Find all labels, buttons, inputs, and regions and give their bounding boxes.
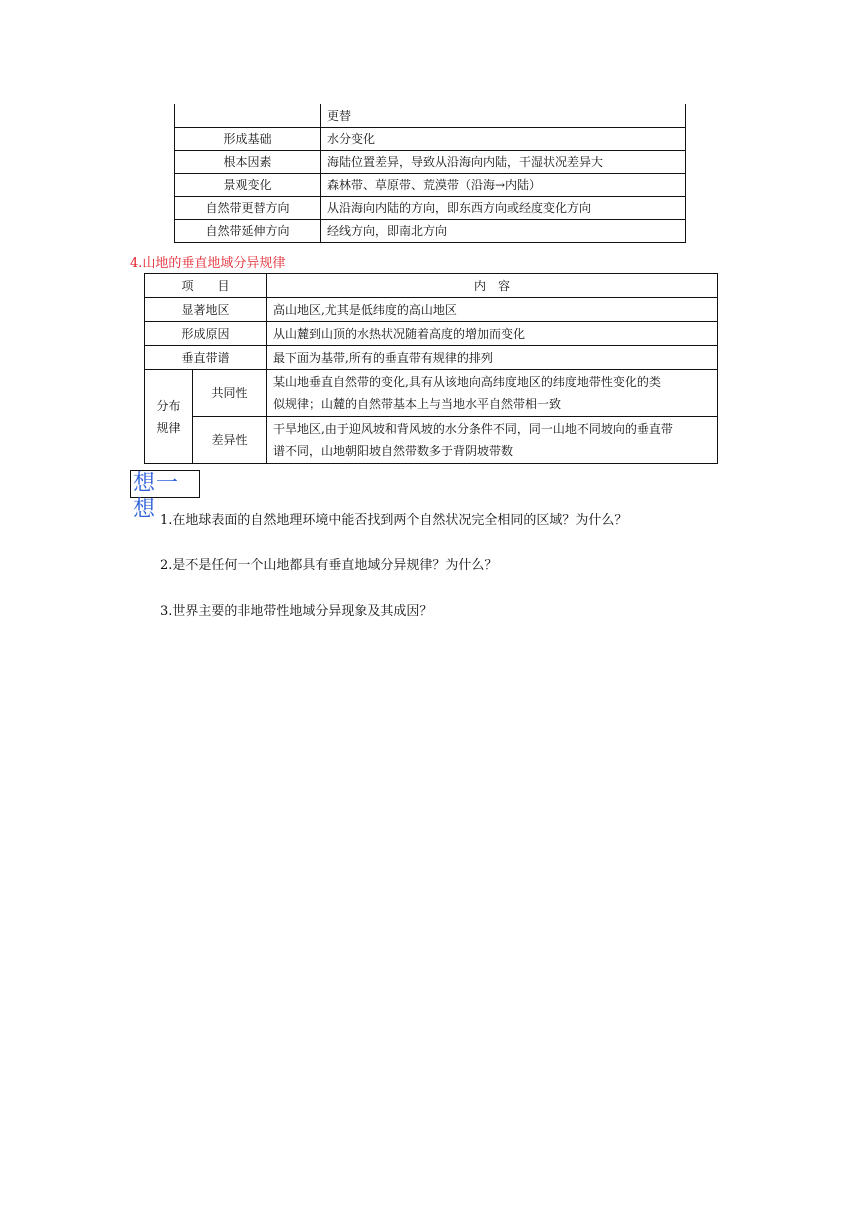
table-row xyxy=(175,104,686,128)
table-row xyxy=(175,220,686,243)
vertical-zonation-table xyxy=(144,273,718,464)
table-row xyxy=(175,197,686,220)
row-label: 自然带延伸方向 xyxy=(175,220,321,243)
header-item: 项 目 xyxy=(145,274,267,298)
row-label: 自然带更替方向 xyxy=(175,197,321,220)
row-content: 更替 xyxy=(321,104,686,128)
distribution-label-line2: 规律 xyxy=(156,420,181,435)
common-content xyxy=(267,370,718,417)
distribution-label-line1: 分布 xyxy=(156,398,181,413)
row-content: 海陆位置差异，导致从沿海向内陆，干湿状况差异大 xyxy=(321,151,686,174)
row-label: 景观变化 xyxy=(175,174,321,197)
think-title: 想一想 xyxy=(133,471,180,522)
zonal-comparison-table xyxy=(174,104,686,243)
distribution-label xyxy=(145,370,193,464)
section-heading: 4.山地的垂直地域分异规律 xyxy=(130,256,286,271)
row-content: 森林带、草原带、荒漠带（沿海→内陆） xyxy=(321,174,686,197)
question-3: 3.世界主要的非地带性地域分异现象及其成因？ xyxy=(160,604,433,619)
row-content: 高山地区,尤其是低纬度的高山地区 xyxy=(267,298,718,322)
table-row xyxy=(145,417,718,464)
question-1: 1.在地球表面的自然地理环境中能否找到两个自然状况完全相同的区域？为什么？ xyxy=(160,513,628,528)
table-row xyxy=(175,128,686,151)
table-header-row xyxy=(145,274,718,298)
common-line2: 似规律；山麓的自然带基本上与当地水平自然带相一致 xyxy=(273,397,562,411)
row-label: 显著地区 xyxy=(145,298,267,322)
question-2: 2.是不是任何一个山地都具有垂直地域分异规律？为什么？ xyxy=(160,558,498,573)
header-content: 内 容 xyxy=(267,274,718,298)
row-content: 从沿海向内陆的方向，即东西方向或经度变化方向 xyxy=(321,197,686,220)
difference-line1: 干旱地区,由于迎风坡和背风坡的水分条件不同，同一山地不同坡向的垂直带 xyxy=(273,422,673,436)
row-label: 形成基础 xyxy=(175,128,321,151)
row-label: 形成原因 xyxy=(145,322,267,346)
difference-label: 差异性 xyxy=(193,417,267,464)
table-row xyxy=(145,298,718,322)
common-label: 共同性 xyxy=(193,370,267,417)
row-content: 经线方向，即南北方向 xyxy=(321,220,686,243)
row-content: 水分变化 xyxy=(321,128,686,151)
row-label xyxy=(175,104,321,128)
table-row xyxy=(175,151,686,174)
common-line1: 某山地垂直自然带的变化,具有从该地向高纬度地区的纬度地带性变化的类 xyxy=(273,375,661,389)
think-box xyxy=(130,470,200,522)
difference-content xyxy=(267,417,718,464)
table-row xyxy=(145,370,718,417)
row-content: 最下面为基带,所有的垂直带有规律的排列 xyxy=(267,346,718,370)
table-row xyxy=(175,174,686,197)
difference-line2: 谱不同，山地朝阳坡自然带数多于背阴坡带数 xyxy=(273,444,514,458)
row-label: 根本因素 xyxy=(175,151,321,174)
table-row xyxy=(145,346,718,370)
table-row xyxy=(145,322,718,346)
row-label: 垂直带谱 xyxy=(145,346,267,370)
row-content: 从山麓到山顶的水热状况随着高度的增加而变化 xyxy=(267,322,718,346)
